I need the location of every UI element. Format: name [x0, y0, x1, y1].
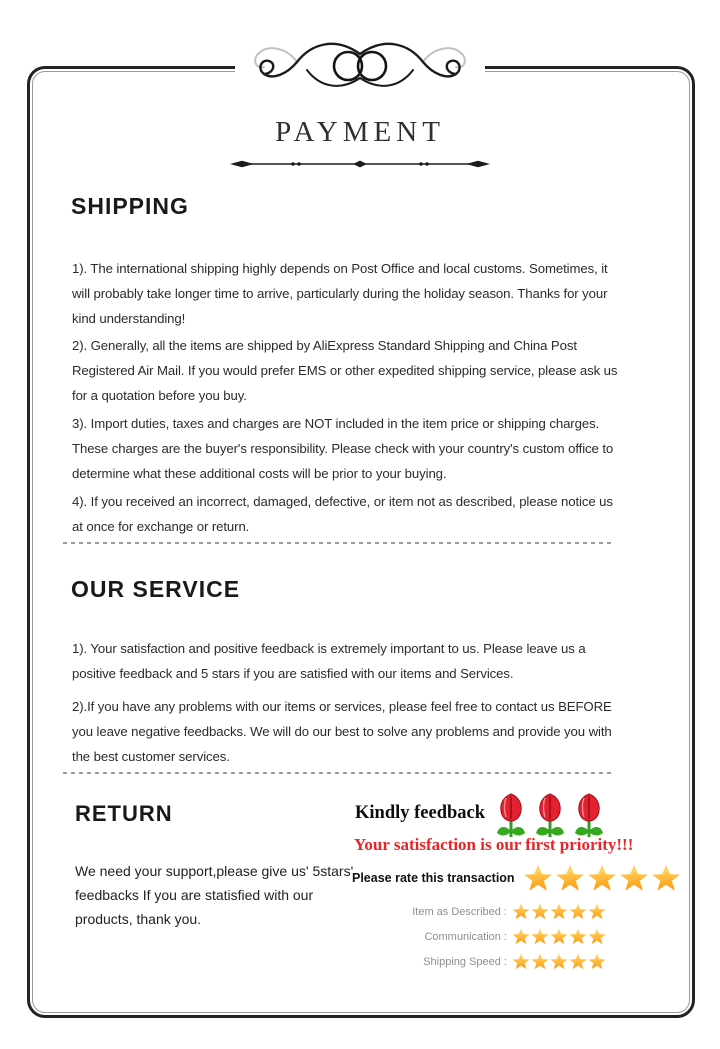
section-divider: [63, 772, 614, 774]
item-described-label: Item as Described :: [412, 905, 507, 918]
rose-icons: [496, 793, 604, 840]
star-icon[interactable]: [524, 864, 553, 892]
main-star-rating[interactable]: [524, 864, 684, 892]
star-icon[interactable]: [550, 903, 568, 920]
communication-stars[interactable]: [512, 928, 607, 945]
star-icon[interactable]: [531, 953, 549, 970]
rose-icon: [496, 793, 526, 840]
rating-row-shipping-speed: [350, 953, 607, 970]
arrow-divider-icon: [229, 157, 491, 171]
shipping-paragraph-4: 4). If you received an incorrect, damaged, defective, or item not as described, please notice us at once for exchange or return.: [72, 494, 613, 535]
shipping-paragraph-1: 1). The international shipping highly depends on Post Office and local customs. Sometimes, it will probably take longer time to arrive, particularly during the holiday season. Thanks for your kind understanding!: [72, 261, 608, 327]
star-icon[interactable]: [588, 903, 606, 920]
star-icon[interactable]: [550, 953, 568, 970]
communication-label: Communication :: [424, 930, 507, 943]
star-icon[interactable]: [512, 903, 530, 920]
kindly-feedback-label: Kindly feedback: [355, 803, 486, 823]
rating-row-communication: [350, 928, 607, 945]
shipping-speed-label: Shipping Speed :: [423, 955, 507, 968]
star-icon[interactable]: [531, 928, 549, 945]
shipping-paragraph-3: 3). Import duties, taxes and charges are NOT included in the item price or shipping charges. These charges are the buyer's responsibility. Please check with your country's custom office to determine what these additional costs will be prior to your buying.: [72, 416, 614, 482]
shipping-heading: SHIPPING: [71, 193, 189, 219]
rose-icon: [535, 793, 565, 840]
page-title: PAYMENT: [275, 116, 445, 148]
return-text: We need your support,please give us' 5stars' feedbacks If you are statisfied with our products, thank you.: [75, 863, 354, 927]
shipping-speed-stars[interactable]: [512, 953, 607, 970]
star-icon[interactable]: [556, 864, 585, 892]
star-icon[interactable]: [588, 953, 606, 970]
star-icon[interactable]: [652, 864, 681, 892]
item-described-stars[interactable]: [512, 903, 607, 920]
priority-line: Your satisfaction is our first priority!!!: [354, 835, 634, 854]
star-icon[interactable]: [569, 953, 587, 970]
star-icon[interactable]: [531, 903, 549, 920]
star-icon[interactable]: [588, 864, 617, 892]
star-icon[interactable]: [512, 928, 530, 945]
star-icon[interactable]: [512, 953, 530, 970]
shipping-paragraph-2: 2). Generally, all the items are shipped by AliExpress Standard Shipping and China Post Registered Air Mail. If you would prefer EMS or other expedited shipping service, please ask us for a quotation before you buy.: [72, 338, 618, 404]
service-paragraph-1: 1). Your satisfaction and positive feedback is extremely important to us. Please leave us a positive feedback and 5 stars if you are satisfied with our items and Services.: [72, 641, 586, 682]
feedback-block: [350, 793, 690, 983]
service-paragraph-2: 2).If you have any problems with our items or services, please feel free to contact us BEFORE you leave negative feedbacks. We will do our best to solve any problems and provide you with the best customer services.: [72, 699, 612, 765]
star-icon[interactable]: [620, 864, 649, 892]
star-icon[interactable]: [569, 928, 587, 945]
return-heading: RETURN: [75, 801, 173, 826]
rate-transaction-label: Please rate this transaction: [352, 871, 515, 885]
rating-row-item-described: [350, 903, 607, 920]
section-divider: [63, 542, 614, 544]
flourish-ornament-icon: [235, 34, 485, 94]
star-icon[interactable]: [550, 928, 568, 945]
our-service-heading: OUR SERVICE: [71, 576, 241, 602]
rate-transaction-row: [352, 864, 684, 892]
rose-icon: [574, 793, 604, 840]
star-icon[interactable]: [588, 928, 606, 945]
star-icon[interactable]: [569, 903, 587, 920]
